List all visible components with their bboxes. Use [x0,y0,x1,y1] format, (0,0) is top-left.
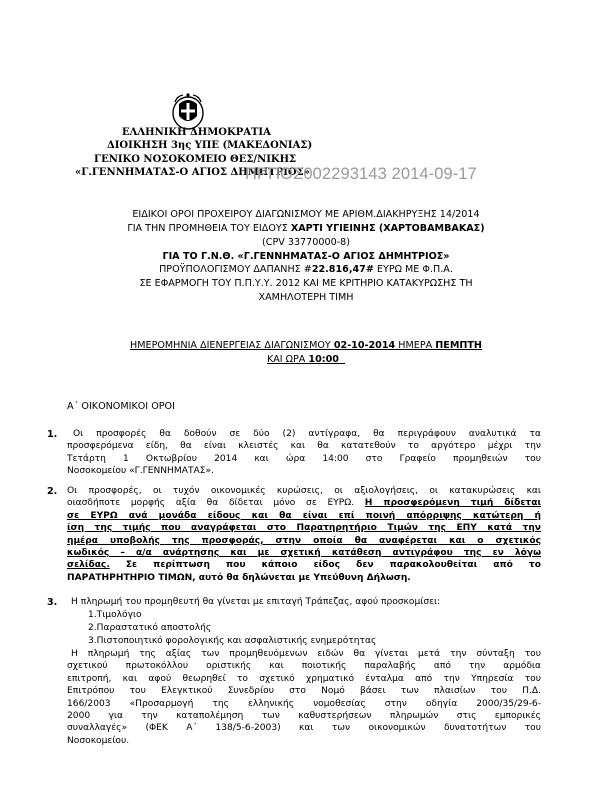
paragraph-line: Νοσοκομείου «Γ.ΓΕΝΝΗΜΑΤΑΣ». [67,466,214,477]
paragraph-line: προσφερόμενα είδη, θα είναι κλειστές και θα κατατεθούν το αργότερο μέχρι την [67,441,541,452]
document-stamp-id: ΠΡΠΟΣ002293143 2014-09-17 [245,165,477,183]
paragraph-line: συναλλαγές» (ΦΕΚ Α΄ 138/5-6-2003) και των οικονομικών δυνατοτήτων του [67,723,541,734]
title-line-law: ΣΕ ΕΦΑΡΜΟΓΗ ΤΟΥ Π.Π.Υ.Υ. 2012 ΚΑΙ ΜΕ ΚΡΙΤΗΡΙΟ ΚΑΤΑΚΥΡΩΣΗΣ ΤΗ [139,278,473,289]
term-paragraph-1 [67,428,541,478]
title-line-budget: ΠΡΟΫΠΟΛΟΓΙΣΜΟΥ ΔΑΠΑΝΗΣ #22.816,47# ΕΥΡΩ ΜΕ Φ.Π.Α. [159,264,453,275]
paragraph-line: Οι προσφορές, οι τυχόν οικονομικές κυρώσεις, οι αξιολογήσεις, οι κατακυρώσεις και [67,486,541,496]
paragraph-line: επιτροπή, και αφού θεωρηθεί το σχετικό χρηματικό ένταλμα από την Υπηρεσία του [67,673,541,684]
paragraph-line: σχετικού πρωτοκόλλου οριστικής και ποιοτικής παραλαβής από την αρμόδια [67,661,541,672]
paragraph-line: Η πληρωμή της αξίας των προμηθευόμενων ειδών θα γίνεται μετά την σύνταξη του [71,649,541,659]
header-line-hospital: ΓΕΝΙΚΟ ΝΟΣΟΚΟΜΕΙΟ ΘΕΣ/ΝΙΚΗΣ [94,154,297,165]
item-number: 2. [47,486,58,497]
required-document: 3.Πιστοποιητικό φορολογικής και ασφαλιστικής ενημερότητας [88,636,377,646]
tender-day: ΠΕΜΠΤΗ [435,340,482,351]
tender-time-line: ΚΑΙ ΩΡΑ 10:00 [266,354,339,365]
item-number: 1. [47,429,58,440]
paragraph-line: ΠΑΡΑΤΗΡΗΤΗΡΙΟ ΤΙΜΩΝ, αυτό θα δηλώνεται με Υπεύθυνη Δήλωση. [67,572,411,583]
required-document: 1.Τιμολόγιο [88,610,142,620]
paragraph-line: σελίδας. Σε περίπτωση που κάποιο είδος δεν παρακολουθείται από το [67,560,541,571]
title-line-2: ΓΙΑ ΤΗΝ ΠΡΟΜΗΘΕΙΑ ΤΟΥ ΕΙΔΟΥΣ ΧΑΡΤΙ ΥΓΙΕΙΝΗΣ (ΧΑΡΤΟΒΑΜΒΑΚΑΣ) [127,223,485,234]
required-document: 2.Παραστατικό αποστολής [88,623,212,633]
header-line-republic: ΕΛΛΗΝΙΚΗ ΔΗΜΟΚΡΑΤΙΑ [122,127,271,138]
paragraph-line: Η πληρωμή του προμηθευτή θα γίνεται με επιταγή Τράπεζας, αφού προσκομίσει: [71,597,441,607]
paragraph-line: Επιτρόπου του Ελεγκτικού Συνεδρίου στο Νομό βάσει των πλαισίων του Π.Δ. [67,686,541,697]
greek-coat-of-arms-icon [171,92,205,130]
paragraph-line: οιασδήποτε μορφής αξία θα δίδεται μόνο σε ΕΥΡΩ. Η προσφερόμενη τιμή δίδεται [67,498,541,509]
paragraph-line: Νοσοκομείου. [67,735,130,746]
paragraph-line: ημέρα υποβολής της προσφοράς, στην οποία θα αναφέρεται και ο σχετικός [67,535,541,546]
paragraph-line: ίση της τιμής που αναγράφεται στο Παρατηρητήριο Τιμών της ΕΠΥ κατά την [67,523,541,534]
paragraph-line: σε ΕΥΡΩ ανά μονάδα είδους και θα είναι επί ποινή απόρριψης κατώτερη ή [67,510,541,521]
tender-date: 02-10-2014 [333,340,396,351]
tender-date-line: ΗΜΕΡΟΜΗΝΙΑ ΔΙΕΝΕΡΓΕΙΑΣ ΔΙΑΓΩΝΙΣΜΟΥ 02-10-2014 ΗΜΕΡΑ ΠΕΜΠΤΗ [130,340,482,351]
budget-amount: 22.816,47# [311,264,374,275]
term-paragraph-2 [67,485,541,584]
paragraph-line: Τετάρτη 1 Οκτωβρίου 2014 και ώρα 14:00 στο Γραφείο προμηθειών του [67,453,541,464]
title-line-1: ΕΙΔΙΚΟΙ ΟΡΟΙ ΠΡΟΧΕΙΡΟΥ ΔΙΑΓΩΝΙΣΜΟΥ ΜΕ ΑΡΙΘΜ.ΔΙΑΚΗΡΥΞΗΣ 14/2014 [132,209,480,220]
title-line-hospital: ΓΙΑ ΤΟ Γ.Ν.Θ. «Γ.ΓΕΝΝΗΜΑΤΑΣ-Ο ΑΓΙΟΣ ΔΗΜΗΤΡΙΟΣ» [162,251,450,262]
term-paragraph-3-intro [67,596,541,608]
title-line-criterion: ΧΑΜΗΛΟΤΕΡΗ ΤΙΜΗ [258,292,354,303]
tender-time: 10:00 [308,354,339,365]
paragraph-line: 2000 για την καταπολέμηση των καθυστερήσεων πληρωμών στις εμπορικές [67,711,541,722]
paragraph-line: Οι προσφορές θα δοθούν σε δύο (2) αντίγραφα, θα περιγράφουν αναλυτικά τα [73,429,541,439]
header-line-hospital-name: «Γ.ΓΕΝΝΗΜΑΤΑΣ-Ο ΑΓΙΟΣ ΔΗΜΗΤΡΙΟΣ» [75,167,310,178]
title-line-cpv: (CPV 33770000-8) [262,237,350,248]
header-line-health-region: ΔΙΟΙΚΗΣΗ 3ης ΥΠΕ (ΜΑΚΕΔΟΝΙΑΣ) [107,140,313,151]
paragraph-line: κωδικός – α/α ανάρτησης και με σχετική κατάθεση αντιγράφου της εν λόγω [67,548,541,559]
paragraph-line: 166/2003 «Προσαρμογή της ελληνικής νομοθεσίας στην οδηγία 2000/35/29-6- [67,698,541,709]
item-name: ΧΑΡΤΙ ΥΓΙΕΙΝΗΣ (ΧΑΡΤΟΒΑΜΒΑΚΑΣ) [290,223,485,234]
item-number: 3. [47,597,58,608]
section-title: Α΄ ΟΙΚΟΝΟΜΙΚΟΙ ΟΡΟΙ [67,401,175,412]
term-paragraph-3-body [67,648,541,747]
